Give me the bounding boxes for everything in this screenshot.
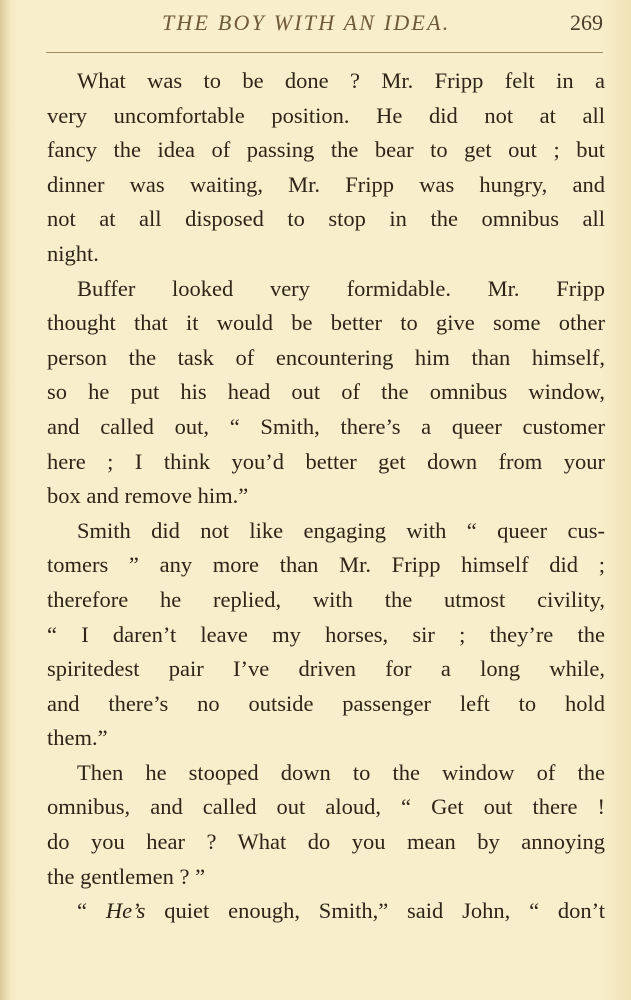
- text-line: “ I daren’t leave my horses, sir ; they’re the: [47, 621, 605, 647]
- page-number: 269: [570, 10, 603, 35]
- text-line: spiritedest pair I’ve driven for a long while,: [47, 656, 605, 682]
- text-line: fancy the idea of passing the bear to get out ; but: [47, 137, 605, 163]
- text-line: very uncomfortable position. He did not at all: [47, 102, 605, 128]
- body-text: [47, 64, 605, 929]
- running-title: THE BOY WITH AN IDEA.: [162, 10, 451, 35]
- header-rule: [46, 52, 603, 53]
- text-line: so he put his head out of the omnibus window,: [47, 379, 605, 405]
- page-edge-shadow: [0, 0, 10, 1000]
- text-line: person the task of encountering him than himself,: [47, 344, 605, 370]
- text-line: Smith did not like engaging with “ queer cus-: [77, 517, 605, 543]
- text-line: and called out, “ Smith, there’s a queer customer: [47, 413, 605, 439]
- text-line-last: [47, 894, 605, 929]
- text-line: thought that it would be better to give some other: [47, 310, 605, 336]
- text-line: Then he stooped down to the window of the: [77, 759, 605, 785]
- text-line: dinner was waiting, Mr. Fripp was hungry, and: [47, 171, 605, 197]
- text-line: What was to be done ? Mr. Fripp felt in a: [77, 68, 605, 93]
- text-line: and there’s no outside passenger left to hold: [47, 690, 605, 716]
- text-line: box and remove him.”: [47, 483, 249, 509]
- page-header: [46, 10, 603, 44]
- italic-word: He’s: [105, 898, 146, 924]
- text-line: do you hear ? What do you mean by annoying: [47, 829, 605, 855]
- text-line: here ; I think you’d better get down from your: [47, 448, 605, 474]
- text-line: therefore he replied, with the utmost civility,: [47, 586, 605, 612]
- text-line: the gentlemen ? ”: [47, 863, 206, 889]
- text-line: not at all disposed to stop in the omnibus all: [47, 206, 605, 232]
- text-line: tomers ” any more than Mr. Fripp himself did ;: [47, 552, 605, 578]
- text-line: Buffer looked very formidable. Mr. Fripp: [77, 275, 605, 301]
- text-line: omnibus, and called out aloud, “ Get out there !: [47, 794, 605, 820]
- open-quote: “: [77, 898, 87, 924]
- text-line: them.”: [47, 725, 108, 751]
- last-line-text: quiet enough, Smith,” said John, “ don’t: [164, 898, 605, 924]
- text-line: night.: [47, 240, 99, 266]
